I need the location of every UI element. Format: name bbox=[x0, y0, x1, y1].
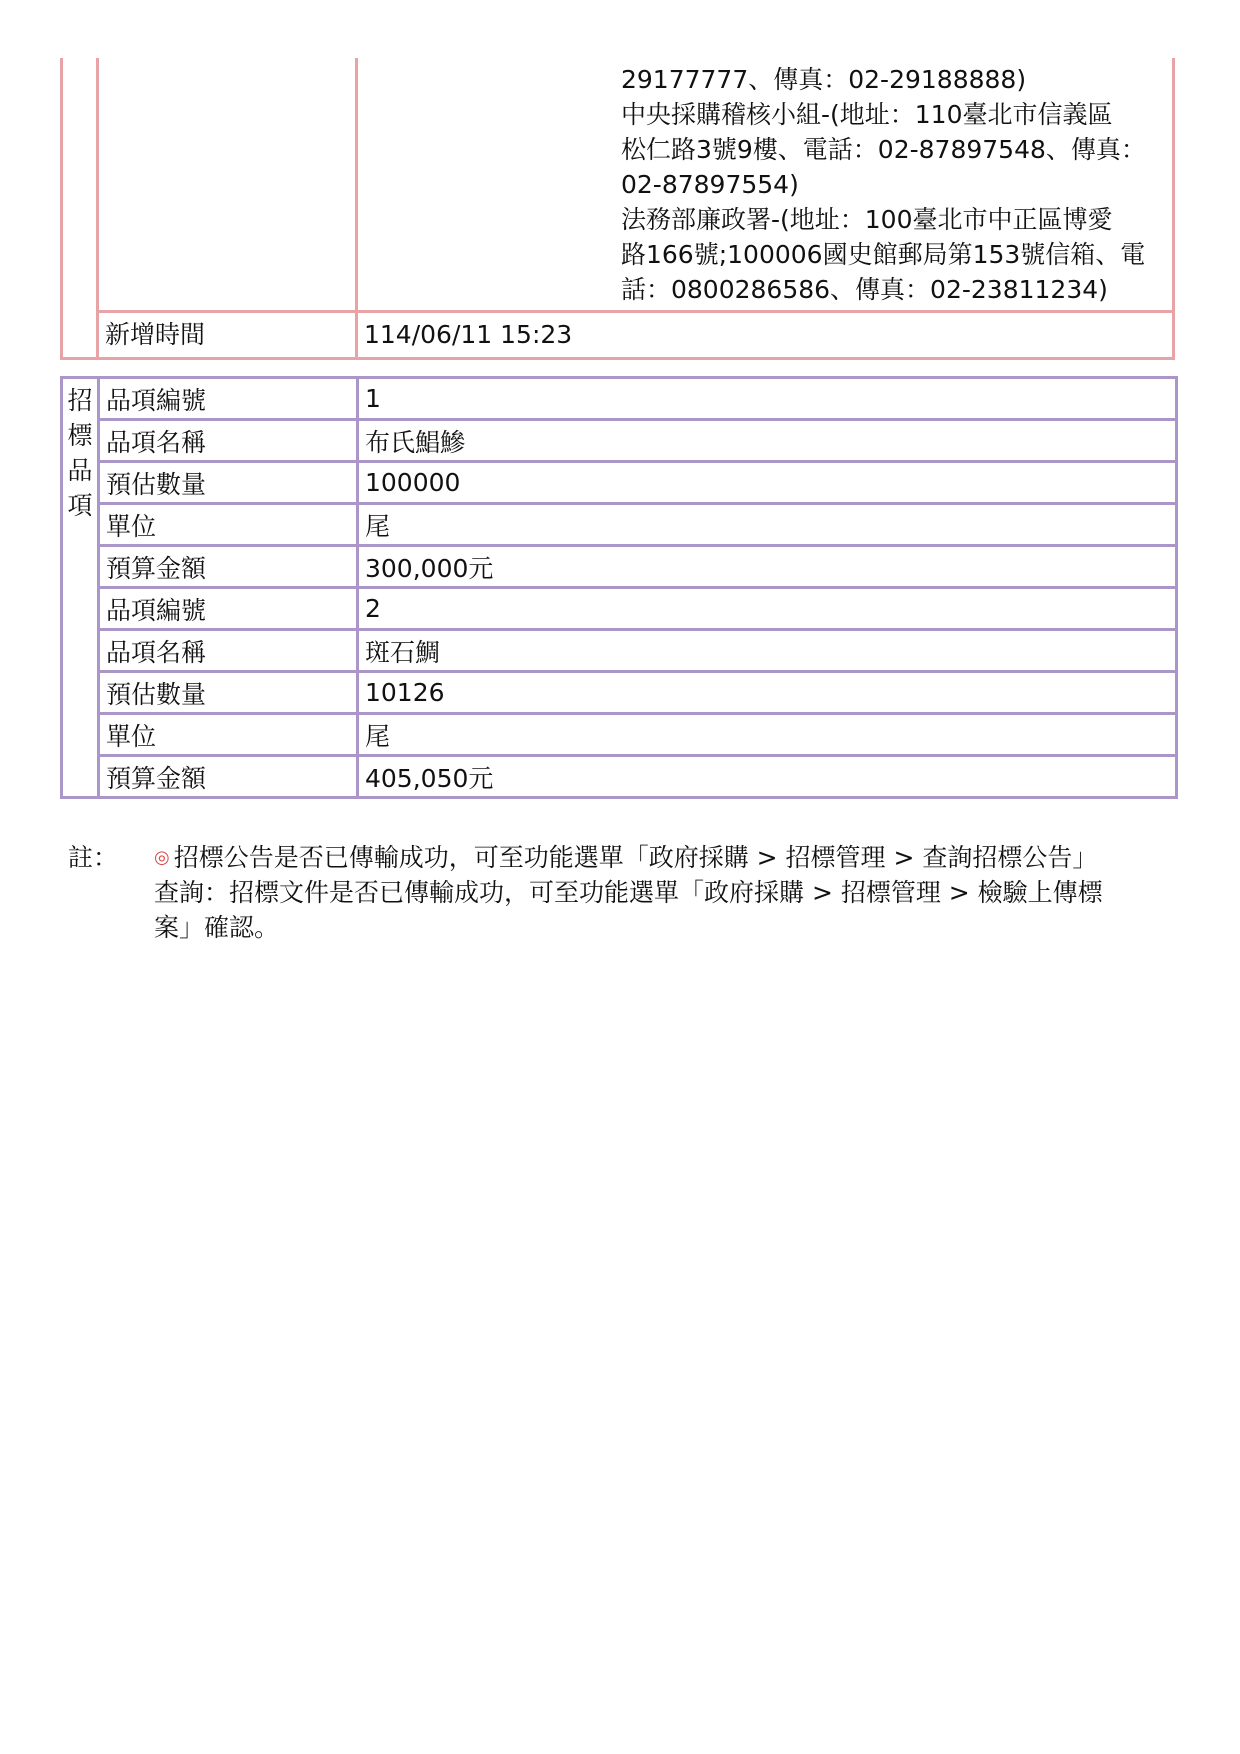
section-label-char: 標 bbox=[67, 421, 93, 450]
tender-items-table bbox=[60, 376, 1178, 799]
note-label: 註： bbox=[68, 843, 119, 872]
item-field-label: 單位 bbox=[99, 504, 358, 546]
note-body bbox=[154, 840, 1154, 945]
table-row bbox=[62, 420, 1177, 462]
contact-line: 路166號;100006國史館郵局第153號信箱、電 bbox=[621, 240, 1146, 269]
item-field-label: 預算金額 bbox=[99, 546, 358, 588]
item-field-label: 單位 bbox=[99, 714, 358, 756]
item-field-label: 品項名稱 bbox=[99, 420, 358, 462]
table-border bbox=[60, 58, 63, 360]
item-field-value: 1 bbox=[358, 378, 1177, 420]
added-time-label: 新增時間 bbox=[105, 320, 206, 349]
items-section-label bbox=[62, 378, 99, 798]
item-field-value: 100000 bbox=[358, 462, 1177, 504]
contact-line: 話：0800286586、傳真：02-23811234) bbox=[621, 275, 1108, 304]
section-label-char: 品 bbox=[67, 456, 93, 485]
table-border bbox=[96, 58, 99, 360]
item-field-label: 預估數量 bbox=[99, 462, 358, 504]
table-border bbox=[355, 58, 358, 360]
section-label-char: 項 bbox=[67, 491, 93, 520]
item-field-value: 布氏鯧鰺 bbox=[358, 420, 1177, 462]
table-row bbox=[62, 378, 1177, 420]
contact-line: 中央採購稽核小組-(地址：110臺北市信義區 bbox=[621, 100, 1113, 129]
item-field-value: 尾 bbox=[358, 504, 1177, 546]
table-row bbox=[62, 546, 1177, 588]
section-label-char: 招 bbox=[67, 386, 93, 415]
table-row bbox=[62, 756, 1177, 798]
table-border bbox=[96, 310, 1175, 313]
table-border bbox=[1172, 58, 1175, 360]
bullseye-icon: ◎ bbox=[154, 847, 170, 868]
note-text: 招標公告是否已傳輸成功，可至功能選單「政府採購 > 招標管理 > 查詢招標公告」 bbox=[173, 843, 1098, 872]
item-field-value: 300,000元 bbox=[358, 546, 1177, 588]
table-row bbox=[62, 630, 1177, 672]
table-row bbox=[62, 504, 1177, 546]
item-field-label: 品項編號 bbox=[99, 588, 358, 630]
item-field-label: 品項名稱 bbox=[99, 630, 358, 672]
item-field-label: 預估數量 bbox=[99, 672, 358, 714]
contact-line: 02-87897554) bbox=[621, 170, 799, 199]
note-line: 查詢：招標文件是否已傳輸成功，可至功能選單「政府採購 > 招標管理 > 檢驗上傳標 bbox=[154, 878, 1103, 907]
item-field-value: 10126 bbox=[358, 672, 1177, 714]
item-field-label: 品項編號 bbox=[99, 378, 358, 420]
note-line bbox=[154, 840, 1154, 875]
item-field-value: 尾 bbox=[358, 714, 1177, 756]
table-border bbox=[60, 357, 1175, 360]
item-field-value: 405,050元 bbox=[358, 756, 1177, 798]
table-row bbox=[62, 714, 1177, 756]
contact-table bbox=[60, 58, 1175, 360]
contact-line: 29177777、傳真：02-29188888) bbox=[621, 65, 1027, 94]
item-field-value: 2 bbox=[358, 588, 1177, 630]
contact-line: 松仁路3號9樓、電話：02-87897548、傳真： bbox=[621, 135, 1146, 164]
item-field-value: 斑石鯛 bbox=[358, 630, 1177, 672]
table-row bbox=[62, 588, 1177, 630]
table-row bbox=[62, 672, 1177, 714]
contact-line: 法務部廉政署-(地址：100臺北市中正區博愛 bbox=[621, 205, 1113, 234]
item-field-label: 預算金額 bbox=[99, 756, 358, 798]
added-time-value: 114/06/11 15:23 bbox=[364, 320, 573, 349]
note-line: 案」確認。 bbox=[154, 913, 280, 942]
table-row bbox=[62, 462, 1177, 504]
